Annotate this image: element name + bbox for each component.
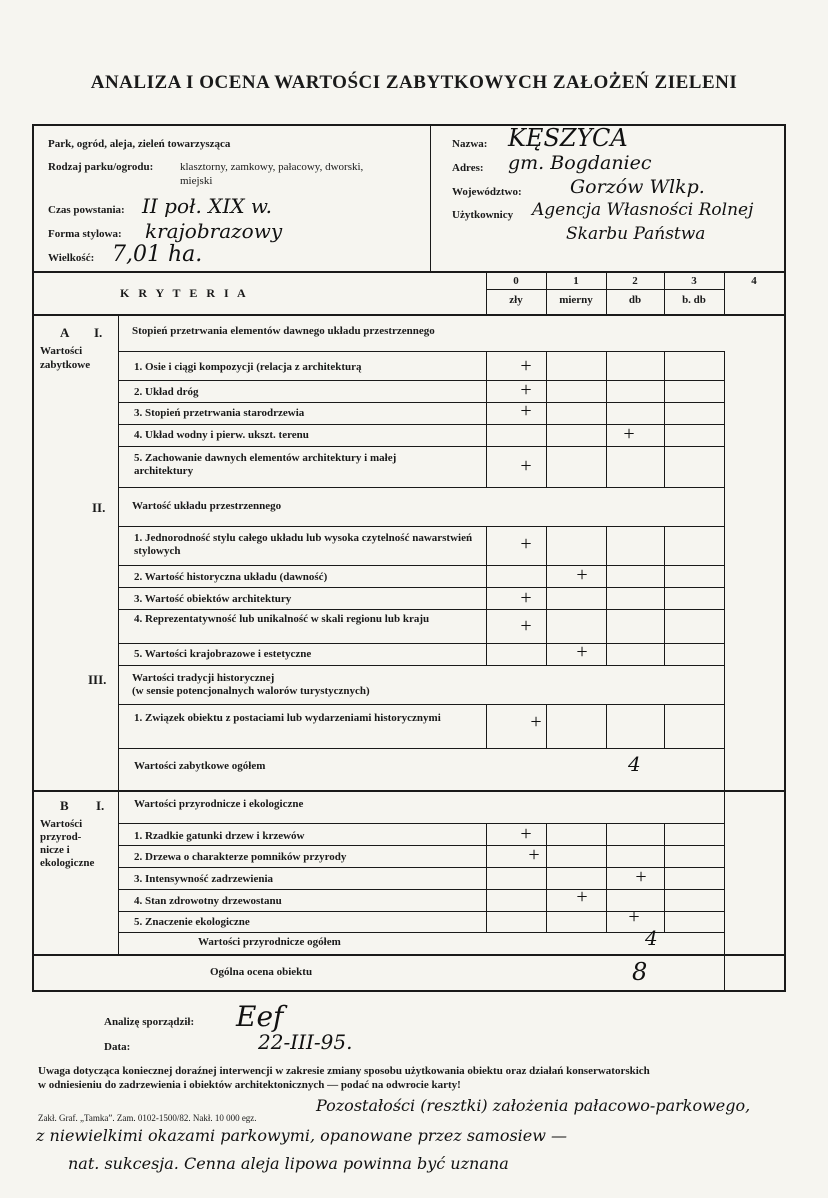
woj-label: Województwo: bbox=[452, 186, 522, 198]
sectionB-bottom-line bbox=[34, 954, 786, 956]
grid-col bbox=[606, 704, 607, 748]
row-line bbox=[118, 565, 724, 566]
row-line bbox=[118, 609, 724, 610]
sectionB-top-line bbox=[118, 823, 724, 824]
mark-g1-5: + bbox=[520, 455, 532, 477]
sectionB-letter: B bbox=[60, 798, 69, 813]
scale-sep bbox=[606, 272, 607, 316]
mark-b-4: + bbox=[576, 886, 588, 908]
nazwa-value: KĘSZYCA bbox=[508, 124, 628, 152]
grid-col bbox=[606, 351, 607, 487]
col-name-2: db bbox=[628, 294, 642, 306]
print-info: Zakł. Graf. „Tamka”. Zam. 0102-1500/82. Nakł. 10 000 egz. bbox=[38, 1113, 257, 1123]
uwaga-line-2: w odniesieniu do zadrzewienia i obiektów architektonicznych — podać na odwrocie karty! bbox=[38, 1079, 461, 1091]
scale-mid-line bbox=[486, 289, 724, 290]
col-name-1: mierny bbox=[559, 294, 593, 306]
sectionB-side-4: ekologiczne bbox=[40, 857, 95, 869]
uzytk-value-1: Agencja Własności Rolnej bbox=[532, 200, 754, 220]
sectionB-side-1: Wartości bbox=[40, 818, 83, 830]
page-title: ANALIZA I OCENA WARTOŚCI ZABYTKOWYCH ZAŁOŻEŃ ZIELENI bbox=[90, 72, 738, 93]
overall-value: 8 bbox=[632, 958, 648, 986]
sectionB-total-label: Wartości przyrodnicze ogółem bbox=[198, 936, 341, 948]
g2-item-1: 1. Jednorodność stylu całego układu lub wysoka czytelność nawarstwień stylowych bbox=[134, 532, 473, 557]
overall-label: Ogólna ocena obiektu bbox=[210, 966, 313, 978]
sectionB-item-5: 5. Znaczenie ekologiczne bbox=[134, 916, 250, 928]
sectionA-roman: I. bbox=[94, 325, 103, 340]
g2-bottom-line bbox=[118, 665, 724, 666]
sectionA-side-divider bbox=[118, 316, 119, 790]
mark-g1-2: + bbox=[520, 379, 532, 401]
scale-sep bbox=[486, 272, 487, 316]
park-types: Park, ogród, aleja, zieleń towarzysząca bbox=[48, 138, 231, 150]
col-name-3: b. db bbox=[682, 294, 706, 306]
g2-item-4: 4. Reprezentatywność lub unikalność w skali regionu lub kraju bbox=[134, 613, 430, 625]
g1-item-1: 1. Osie i ciągi kompozycji (relacja z architekturą bbox=[134, 361, 362, 373]
sectionA-total-value: 4 bbox=[628, 752, 641, 776]
nazwa-label: Nazwa: bbox=[452, 138, 488, 150]
g3-title-2: (w sensie potencjonalnych walorów turystycznych) bbox=[132, 685, 370, 697]
g1-bottom-line bbox=[118, 487, 724, 488]
note-line-3: nat. sukcesja. Cenna aleja lipowa powinna być uznana bbox=[68, 1154, 509, 1173]
scale-sep bbox=[546, 272, 547, 316]
note-line-2: z niewielkimi okazami parkowymi, opanowane przez samosiew — bbox=[36, 1126, 568, 1145]
g3-item-1: 1. Związek obiektu z postaciami lub wydarzeniami historycznymi bbox=[134, 712, 441, 724]
sectionA-bottom-line bbox=[32, 790, 786, 792]
mark-g2-4: + bbox=[520, 615, 532, 637]
col-num-0: 0 bbox=[513, 275, 519, 287]
kryteria-heading: K R Y T E R I A bbox=[120, 286, 249, 300]
grid-col bbox=[486, 823, 487, 933]
scale-sep bbox=[664, 272, 665, 316]
rodzaj-options: klasztorny, zamkowy, pałacowy, dworski, bbox=[180, 161, 364, 173]
g3-title-1: Wartości tradycji historycznej bbox=[132, 672, 275, 684]
grid-col bbox=[724, 792, 725, 990]
g3-bottom-line bbox=[118, 748, 724, 749]
col-name-0: zły bbox=[509, 294, 523, 306]
mark-g2-3: + bbox=[520, 587, 532, 609]
mark-b-2: + bbox=[528, 844, 540, 866]
mark-g2-5: + bbox=[576, 641, 588, 663]
czas-label: Czas powstania: bbox=[48, 204, 125, 216]
wielkosc-value: 7,01 ha. bbox=[112, 242, 203, 267]
sectionB-side-divider bbox=[118, 792, 119, 954]
g1-item-3: 3. Stopień przetrwania starodrzewia bbox=[134, 407, 305, 419]
header-divider bbox=[430, 124, 431, 272]
sectionA-letter: A bbox=[60, 325, 70, 340]
row-line bbox=[118, 380, 724, 381]
frame-right bbox=[784, 124, 786, 992]
g2-title: Wartość układu przestrzennego bbox=[132, 500, 282, 512]
mark-b-1: + bbox=[520, 823, 532, 845]
data-label: Data: bbox=[104, 1041, 131, 1053]
sectionB-roman: I. bbox=[96, 798, 105, 813]
row-line bbox=[118, 402, 724, 403]
note-line-1: Pozostałości (resztki) założenia pałacowo-parkowego, bbox=[316, 1096, 751, 1115]
col-num-2: 2 bbox=[632, 275, 638, 287]
scale-sep bbox=[724, 272, 725, 316]
mark-g2-1: + bbox=[520, 533, 532, 555]
czas-value: II poł. XIX w. bbox=[142, 194, 273, 218]
sectionB-item-1: 1. Rzadkie gatunki drzew i krzewów bbox=[134, 830, 305, 842]
g2-item-2: 2. Wartość historyczna układu (dawność) bbox=[134, 571, 328, 583]
sectionB-title: Wartości przyrodnicze i ekologiczne bbox=[134, 798, 304, 810]
sectionA-roman-3: III. bbox=[88, 672, 107, 687]
frame-bottom bbox=[32, 990, 786, 992]
g1-top-line bbox=[118, 351, 724, 352]
forma-value: krajobrazowy bbox=[145, 219, 283, 243]
frame-top bbox=[32, 124, 786, 126]
wielkosc-label: Wielkość: bbox=[48, 252, 95, 264]
mark-g1-3: + bbox=[520, 400, 532, 422]
grid-col bbox=[486, 351, 487, 487]
row-line bbox=[118, 587, 724, 588]
mark-b-5: + bbox=[628, 906, 640, 928]
sectionA-total-label: Wartości zabytkowe ogółem bbox=[134, 760, 266, 772]
grid-col bbox=[664, 704, 665, 748]
sectionA-side-2: zabytkowe bbox=[40, 359, 91, 371]
row-line bbox=[118, 446, 724, 447]
grid-col bbox=[486, 704, 487, 748]
g1-item-4: 4. Układ wodny i pierw. ukszt. terenu bbox=[134, 429, 309, 441]
analiza-label: Analizę sporządził: bbox=[104, 1016, 195, 1028]
col-num-3: 3 bbox=[691, 275, 697, 287]
adres-value: gm. Bogdaniec bbox=[508, 152, 652, 174]
grid-col bbox=[664, 351, 665, 487]
g2-item-5: 5. Wartości krajobrazowe i estetyczne bbox=[134, 648, 312, 660]
sectionB-item-2: 2. Drzewa o charakterze pomników przyrody bbox=[134, 851, 347, 863]
mark-g1-4: + bbox=[623, 423, 635, 445]
sectionB-total-value: 4 bbox=[645, 926, 658, 950]
forma-label: Forma stylowa: bbox=[48, 228, 122, 240]
uzytk-label: Użytkownicy bbox=[452, 209, 514, 221]
sectionB-side-2: przyrod- bbox=[40, 831, 82, 843]
mark-g1-1: + bbox=[520, 355, 532, 377]
g1-item-5: 5. Zachowanie dawnych elementów architektury i małej architektury bbox=[134, 452, 397, 477]
adres-label: Adres: bbox=[452, 162, 484, 174]
woj-value: Gorzów Wlkp. bbox=[570, 176, 705, 198]
header-bottom-line bbox=[32, 271, 786, 273]
col-num-4: 4 bbox=[751, 275, 757, 287]
g2-top-line bbox=[118, 526, 724, 527]
sectionB-side-3: nicze i bbox=[40, 844, 70, 856]
scale-bottom-line bbox=[32, 314, 786, 316]
rodzaj-options-2: miejski bbox=[180, 175, 213, 187]
row-line bbox=[118, 643, 724, 644]
mark-b-3: + bbox=[635, 866, 647, 888]
g1-title: Stopień przetrwania elementów dawnego układu przestrzennego bbox=[132, 325, 435, 337]
sectionB-item-3: 3. Intensywność zadrzewienia bbox=[134, 873, 274, 885]
g2-item-3: 3. Wartość obiektów architektury bbox=[134, 593, 292, 605]
row-line bbox=[118, 889, 724, 890]
row-line bbox=[118, 932, 724, 933]
grid-col bbox=[664, 526, 665, 665]
sectionB-item-4: 4. Stan zdrowotny drzewostanu bbox=[134, 895, 282, 907]
uwaga-line-1: Uwaga dotycząca koniecznej doraźnej interwencji w zakresie zmiany sposobu użytkowania obiektu oraz działań konserwatorskich bbox=[38, 1065, 650, 1077]
sectionA-side-1: Wartości bbox=[40, 345, 83, 357]
data-value: 22-III-95. bbox=[258, 1030, 353, 1054]
uzytk-value-2: Skarbu Państwa bbox=[566, 224, 706, 244]
grid-col bbox=[486, 526, 487, 665]
mark-g3-1: + bbox=[530, 711, 542, 733]
sectionA-roman-2: II. bbox=[92, 500, 106, 515]
col-num-1: 1 bbox=[573, 275, 579, 287]
g3-top-line bbox=[118, 704, 724, 705]
rodzaj-label: Rodzaj parku/ogrodu: bbox=[48, 161, 154, 173]
signature: Eef bbox=[236, 1000, 284, 1033]
g1-item-2: 2. Układ dróg bbox=[134, 386, 199, 398]
grid-col bbox=[724, 351, 725, 790]
mark-g2-2: + bbox=[576, 564, 588, 586]
row-line bbox=[118, 845, 724, 846]
frame-left bbox=[32, 124, 34, 992]
